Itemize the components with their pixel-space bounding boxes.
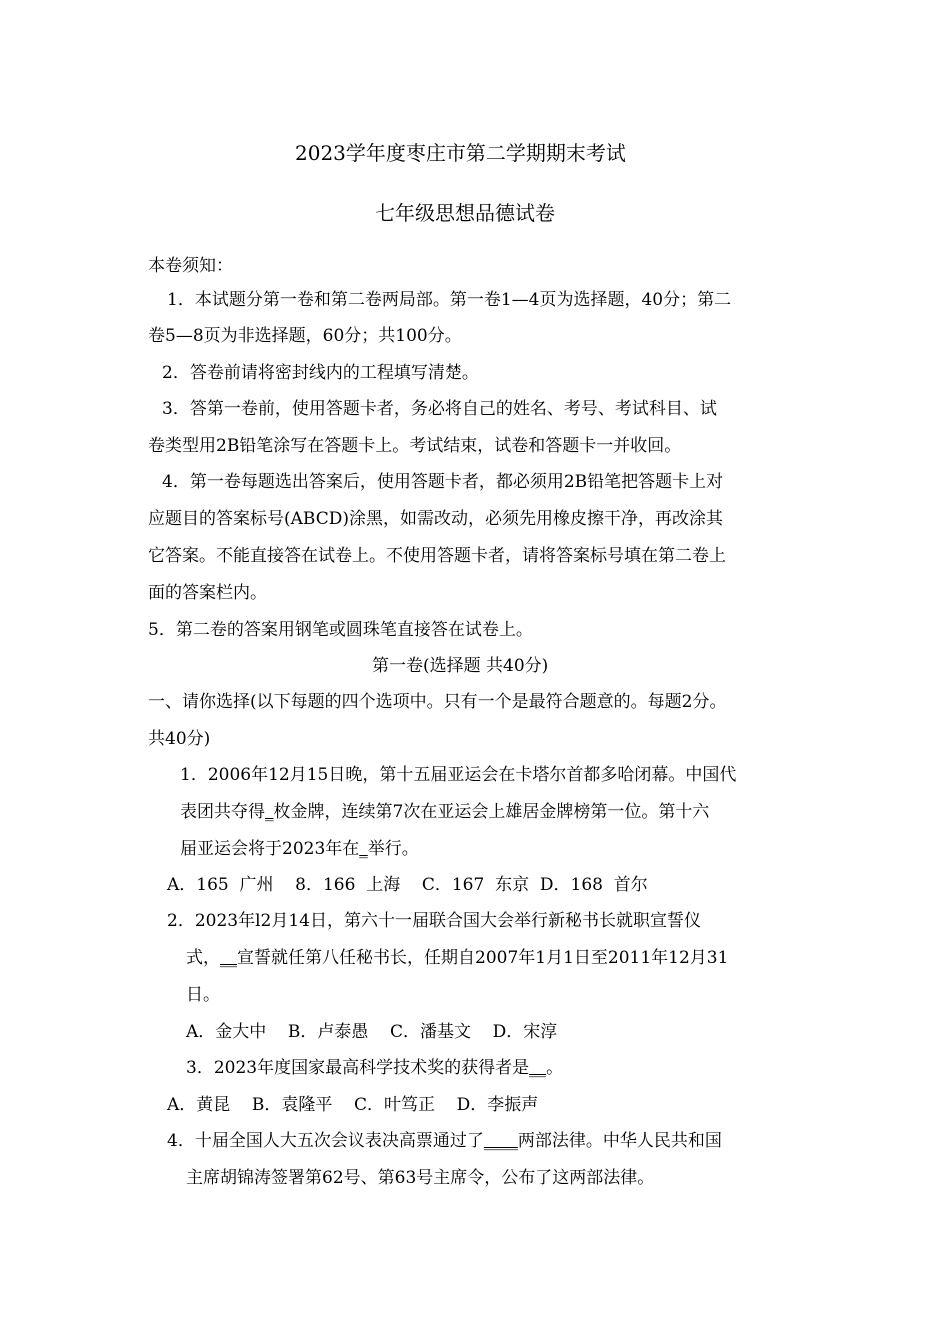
exam-subtitle: 七年级思想品德试卷 bbox=[375, 201, 555, 225]
notice-item-3-line-2: 卷类型用2B铅笔涂写在答题卡上。考试结束，试卷和答题卡一并收回。 bbox=[148, 436, 682, 456]
notice-item-3-line-1: 3．答第一卷前，使用答题卡者，务必将自己的姓名、考号、考试科目、试 bbox=[162, 399, 717, 419]
question-1-blank-1: _ bbox=[265, 802, 274, 822]
question-4-line-1 bbox=[167, 1129, 722, 1153]
question-3-line-1 bbox=[186, 1056, 563, 1080]
notice-item-4-line-2: 应题目的答案标号(ABCD)涂黑，如需改动，必须先用橡皮擦干净，再改涂其 bbox=[148, 509, 723, 529]
question-1-blank-2: _ bbox=[359, 839, 368, 859]
question-1-text: 届亚运会将于2023年在 bbox=[180, 839, 360, 859]
question-1-options: A．165 广州 8．166 上海 C．167 东京 D．168 首尔 bbox=[167, 875, 648, 895]
question-1-line-1: 1．2006年12月15日晚，第十五届亚运会在卡塔尔首都多哈闭幕。中国代 bbox=[180, 765, 737, 785]
notice-item-4-line-1: 4．第一卷每题选出答案后，使用答题卡者，都必须用2B铅笔把答题卡上对 bbox=[162, 472, 724, 492]
question-1-text: 枚金牌，连续第7次在亚运会上雄居金牌榜第一位。第十六 bbox=[273, 802, 710, 822]
notice-heading: 本卷须知： bbox=[148, 256, 233, 276]
question-2-options: A．金大中 B．卢泰愚 C．潘基文 D．宋淳 bbox=[186, 1022, 558, 1042]
section-1-instruction-line-1: 一、请你选择(以下每题的四个选项中。只有一个是最符合题意的。每题2分。 bbox=[148, 692, 727, 712]
section-1-heading: 第一卷(选择题 共40分) bbox=[372, 656, 549, 676]
section-1-instruction-line-2: 共40分) bbox=[148, 729, 211, 749]
question-2-text: 式， bbox=[186, 948, 220, 968]
question-2-text: 宣誓就任第八任秘书长，任期自2007年1月1日至2011年12月31 bbox=[237, 948, 729, 968]
question-1-text: 举行。 bbox=[367, 839, 419, 859]
question-3-text: 3．2023年度国家最高科学技术奖的获得者是 bbox=[186, 1058, 530, 1078]
question-2-blank: __ bbox=[220, 948, 237, 968]
question-4-text: 两部法律。中华人民共和国 bbox=[517, 1131, 722, 1151]
question-4-blank: ____ bbox=[483, 1131, 518, 1151]
question-4-line-2: 主席胡锦涛签署第62号、第63号主席令，公布了这两部法律。 bbox=[186, 1168, 655, 1188]
notice-item-1-line-1: 1．本试题分第一卷和第二卷两局部。第一卷1—4页为选择题，40分；第二 bbox=[167, 290, 732, 310]
question-2-line-2 bbox=[186, 946, 728, 970]
question-1-line-3 bbox=[180, 837, 419, 861]
exam-title: 2023学年度枣庄市第二学期期末考试 bbox=[295, 141, 626, 165]
notice-item-4-line-3: 它答案。不能直接答在试卷上。不使用答题卡者，请将答案标号填在第二卷上 bbox=[148, 546, 726, 566]
question-2-line-3: 日。 bbox=[186, 985, 220, 1005]
question-3-options: A．黄昆 B．袁隆平 C．叶笃正 D．李振声 bbox=[167, 1095, 539, 1115]
notice-item-1-line-2: 卷5—8页为非选择题，60分；共100分。 bbox=[148, 326, 462, 346]
question-3-blank: __ bbox=[529, 1058, 547, 1078]
notice-item-5: 5．第二卷的答案用钢笔或圆珠笔直接答在试卷上。 bbox=[148, 620, 533, 640]
question-1-text: 表团共夺得 bbox=[180, 802, 265, 822]
notice-item-2: 2．答卷前请将密封线内的工程填写清楚。 bbox=[162, 363, 479, 383]
question-2-line-1: 2．2023年l2月14日，第六十一届联合国大会举行新秘书长就职宣誓仪 bbox=[167, 911, 701, 931]
notice-item-4-line-4: 面的答案栏内。 bbox=[148, 583, 267, 603]
question-3-text: 。 bbox=[546, 1058, 564, 1078]
question-4-text: 4．十届全国人大五次会议表决高票通过了 bbox=[167, 1131, 484, 1151]
question-1-line-2 bbox=[180, 800, 709, 824]
